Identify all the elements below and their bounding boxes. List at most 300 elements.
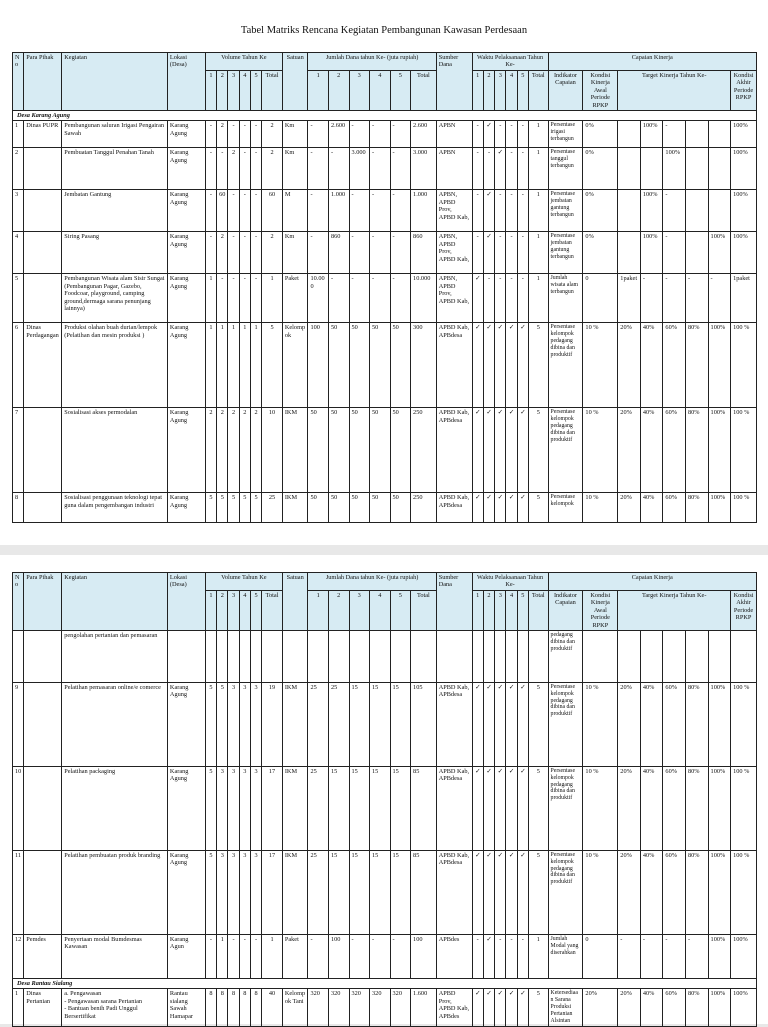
cell-waktu-4: -	[506, 121, 517, 148]
cell-vol-total	[262, 630, 283, 682]
cell-kondisi-akhir: 100%	[731, 934, 757, 978]
cell-vol-3: 8	[228, 989, 239, 1026]
cell-dana-4: 15	[370, 766, 391, 850]
header-para-pihak: Para Pihak	[24, 573, 62, 631]
matrix-table-page-2	[12, 572, 757, 1027]
cell-no: 12	[13, 934, 24, 978]
cell-dana-2: 50	[328, 493, 349, 523]
cell-sumber-dana: APBD Kab, APBdesa	[436, 766, 472, 850]
cell-target-3	[663, 630, 686, 682]
cell-waktu-1: -	[472, 190, 483, 232]
cell-target-3: 60%	[663, 493, 686, 523]
cell-vol-3: 3	[228, 766, 239, 850]
cell-dana-5: -	[390, 190, 411, 232]
cell-indikator: Persentase kelompok pedagang dibina dan produktif	[548, 766, 583, 850]
cell-dana-total: 1.600	[411, 989, 437, 1026]
cell-dana-4: 50	[370, 493, 391, 523]
cell-kondisi-akhir: 100%	[731, 148, 757, 190]
cell-dana-1: 25	[308, 682, 329, 766]
cell-indikator: Persentase kelompok pedagang dibina dan produktif	[548, 682, 583, 766]
cell-dana-total: 2.600	[411, 121, 437, 148]
cell-vol-2: 3	[217, 766, 228, 850]
cell-dana-5: -	[390, 148, 411, 190]
cell-dana-5: -	[390, 121, 411, 148]
header-vol-total: Total	[262, 590, 283, 630]
cell-target-4: 80%	[685, 850, 708, 934]
cell-vol-4: 2	[239, 408, 250, 493]
cell-dana-3: 50	[349, 323, 370, 408]
cell-vol-2: 2	[217, 408, 228, 493]
cell-dana-3: 15	[349, 766, 370, 850]
cell-vol-total: 5	[262, 323, 283, 408]
cell-waktu-3: ✓	[495, 850, 506, 934]
header-vol-year-2: 2	[217, 70, 228, 110]
header-lokasi: Lokasi (Desa)	[167, 573, 205, 631]
cell-dana-1: 25	[308, 850, 329, 934]
cell-target-1: 20%	[618, 493, 641, 523]
cell-target-1: 1paket	[618, 274, 641, 323]
cell-dana-5: 50	[390, 493, 411, 523]
header-lokasi: Lokasi (Desa)	[167, 53, 205, 111]
cell-target-5: 100%	[708, 493, 731, 523]
cell-no: 9	[13, 682, 24, 766]
cell-dana-2: -	[328, 274, 349, 323]
cell-vol-5	[250, 630, 261, 682]
cell-kegiatan: Pembangunan Wisata alam Sisir Sungai (Pembangunan Pagar, Gazebo, Foodcoar, playground, camping ground,dermaga sarana penunjang lainnya)	[62, 274, 168, 323]
cell-waktu-2: ✓	[483, 766, 494, 850]
cell-para-pihak	[24, 850, 62, 934]
cell-waktu-1: -	[472, 232, 483, 274]
cell-target-1: 20%	[618, 682, 641, 766]
cell-para-pihak	[24, 274, 62, 323]
table-row	[13, 121, 757, 148]
cell-target-3: 60%	[663, 323, 686, 408]
header-sumber-dana: Sumber Dana	[436, 53, 472, 111]
cell-waktu-5: ✓	[517, 323, 528, 408]
cell-kegiatan: Pelatihan packaging	[62, 766, 168, 850]
cell-waktu-total: 1	[528, 232, 548, 274]
cell-vol-2: 2	[217, 232, 228, 274]
cell-target-5: 100%	[708, 934, 731, 978]
cell-no: 1	[13, 989, 24, 1026]
cell-waktu-5: -	[517, 121, 528, 148]
cell-waktu-1: ✓	[472, 766, 483, 850]
cell-lokasi	[167, 630, 205, 682]
cell-vol-1: 5	[205, 493, 216, 523]
cell-kondisi-akhir: 100%	[731, 190, 757, 232]
cell-target-4: 80%	[685, 408, 708, 493]
cell-vol-total: 17	[262, 766, 283, 850]
cell-dana-3	[349, 630, 370, 682]
header-vol-year-4: 4	[239, 70, 250, 110]
cell-waktu-5: -	[517, 274, 528, 323]
cell-para-pihak	[24, 408, 62, 493]
cell-vol-3: -	[228, 934, 239, 978]
cell-waktu-4: ✓	[506, 408, 517, 493]
cell-kegiatan: Produksi olahan buah durian/lempok (Pelatihan dan mesin produksi )	[62, 323, 168, 408]
header-waktu-year-1: 1	[472, 70, 483, 110]
cell-waktu-5: ✓	[517, 408, 528, 493]
cell-waktu-4: -	[506, 148, 517, 190]
cell-waktu-3: -	[495, 232, 506, 274]
header-dana-year-1: 1	[308, 590, 329, 630]
cell-dana-total: 3.000	[411, 148, 437, 190]
cell-vol-1: -	[205, 934, 216, 978]
cell-lokasi: Karang Agung	[167, 408, 205, 493]
cell-dana-5: 50	[390, 408, 411, 493]
header-satuan: Satuan	[282, 573, 308, 631]
cell-waktu-2: -	[483, 148, 494, 190]
cell-dana-2: 15	[328, 766, 349, 850]
cell-vol-2: 1	[217, 323, 228, 408]
header-dana-year-5: 5	[390, 70, 411, 110]
cell-vol-1: -	[205, 232, 216, 274]
cell-dana-2: 320	[328, 989, 349, 1026]
cell-vol-2: 60	[217, 190, 228, 232]
cell-target-2: -	[640, 274, 663, 323]
cell-vol-total: 17	[262, 850, 283, 934]
cell-target-5: 100%	[708, 989, 731, 1026]
cell-dana-2: 15	[328, 850, 349, 934]
cell-dana-4: -	[370, 274, 391, 323]
cell-vol-1: 5	[205, 850, 216, 934]
cell-vol-1: -	[205, 148, 216, 190]
cell-dana-5: 50	[390, 323, 411, 408]
header-kondisi-awal: Kondisi Kinerja Awal Periode RPKP	[583, 590, 618, 630]
matrix-table-page-1	[12, 52, 757, 523]
cell-satuan: Paket	[282, 274, 308, 323]
cell-waktu-1: ✓	[472, 850, 483, 934]
cell-dana-2: 860	[328, 232, 349, 274]
cell-satuan: IKM	[282, 493, 308, 523]
cell-target-3: -	[663, 121, 686, 148]
cell-vol-2: 8	[217, 989, 228, 1026]
header-target: Target Kinerja Tahun Ke-	[618, 590, 731, 630]
cell-dana-3: -	[349, 934, 370, 978]
cell-waktu-total: 1	[528, 934, 548, 978]
cell-waktu-4: -	[506, 190, 517, 232]
header-waktu-year-1: 1	[472, 590, 483, 630]
header-vol-year-2: 2	[217, 590, 228, 630]
cell-target-3: 60%	[663, 850, 686, 934]
cell-satuan	[282, 630, 308, 682]
cell-dana-3: 320	[349, 989, 370, 1026]
cell-waktu-1: -	[472, 148, 483, 190]
cell-target-4	[685, 121, 708, 148]
cell-kegiatan: Pelatihan pembuatan produk branding	[62, 850, 168, 934]
cell-dana-5: 320	[390, 989, 411, 1026]
cell-satuan: Kelompok Tani	[282, 989, 308, 1026]
cell-vol-4: -	[239, 190, 250, 232]
cell-kondisi-akhir: 100 %	[731, 323, 757, 408]
cell-target-1: 20%	[618, 850, 641, 934]
header-dana: Jumlah Dana tahun Ke- (juta rupiah)	[308, 573, 436, 591]
cell-vol-1: 5	[205, 682, 216, 766]
cell-target-4	[685, 148, 708, 190]
cell-no: 11	[13, 850, 24, 934]
cell-target-3: -	[663, 232, 686, 274]
cell-vol-4: 3	[239, 682, 250, 766]
cell-sumber-dana: APBD Kab, APBdesa	[436, 408, 472, 493]
cell-no	[13, 630, 24, 682]
cell-dana-2: 50	[328, 408, 349, 493]
cell-vol-3: 5	[228, 493, 239, 523]
cell-para-pihak: Pemdes	[24, 934, 62, 978]
cell-waktu-1: -	[472, 934, 483, 978]
cell-satuan: M	[282, 190, 308, 232]
table-row	[13, 493, 757, 523]
cell-satuan: IKM	[282, 766, 308, 850]
cell-lokasi: Karang Agung	[167, 190, 205, 232]
cell-vol-4: 8	[239, 989, 250, 1026]
cell-kondisi-awal: 10 %	[583, 408, 618, 493]
cell-target-2: 40%	[640, 766, 663, 850]
cell-lokasi: Karang Agung	[167, 148, 205, 190]
cell-waktu-2: ✓	[483, 121, 494, 148]
cell-satuan: Km	[282, 148, 308, 190]
header-kegiatan: Kegiatan	[62, 53, 168, 111]
cell-vol-5: -	[250, 232, 261, 274]
cell-kondisi-akhir: 100 %	[731, 408, 757, 493]
section-desa-rantau-sialang: Desa Rantau Sialang	[13, 978, 757, 988]
cell-target-5: -	[708, 274, 731, 323]
cell-waktu-2: ✓	[483, 934, 494, 978]
cell-waktu-total: 5	[528, 850, 548, 934]
header-indikator: Indikator Capaian	[548, 70, 583, 110]
cell-para-pihak	[24, 493, 62, 523]
header-dana-year-4: 4	[370, 70, 391, 110]
cell-waktu-4	[506, 630, 517, 682]
cell-target-5: 100%	[708, 408, 731, 493]
header-vol-year-1: 1	[205, 590, 216, 630]
cell-no: 6	[13, 323, 24, 408]
cell-vol-total: 10	[262, 408, 283, 493]
header-volume: Volume Tahun Ke	[205, 53, 282, 71]
cell-waktu-5: ✓	[517, 989, 528, 1026]
cell-waktu-1: ✓	[472, 408, 483, 493]
cell-sumber-dana: APBN, APBD Prov, APBD Kab,	[436, 232, 472, 274]
cell-kondisi-akhir	[731, 630, 757, 682]
cell-kondisi-akhir: 100 %	[731, 682, 757, 766]
cell-lokasi: Karang Agung	[167, 232, 205, 274]
cell-dana-total: 250	[411, 493, 437, 523]
cell-vol-total: 60	[262, 190, 283, 232]
cell-waktu-3: ✓	[495, 766, 506, 850]
section-desa-karang-agung: Desa Karang Agung	[13, 110, 757, 120]
cell-dana-4: 15	[370, 682, 391, 766]
cell-target-4: 80%	[685, 766, 708, 850]
cell-target-2: 40%	[640, 682, 663, 766]
cell-waktu-5: ✓	[517, 766, 528, 850]
cell-target-3: -	[663, 274, 686, 323]
cell-lokasi: Karang Agung	[167, 766, 205, 850]
cell-satuan: IKM	[282, 408, 308, 493]
header-target: Target Kinerja Tahun Ke-	[618, 70, 731, 110]
cell-waktu-5: -	[517, 934, 528, 978]
cell-sumber-dana: APBD Kab, APBdesa	[436, 850, 472, 934]
cell-vol-5: 8	[250, 989, 261, 1026]
cell-kondisi-awal: 10 %	[583, 850, 618, 934]
cell-target-3: -	[663, 190, 686, 232]
cell-target-2: 100%	[640, 232, 663, 274]
cell-waktu-5: -	[517, 148, 528, 190]
cell-sumber-dana: APBD Prov, APBD Kab, APBdes	[436, 989, 472, 1026]
cell-waktu-3	[495, 630, 506, 682]
cell-dana-1: -	[308, 934, 329, 978]
cell-sumber-dana: APBN, APBD Prov, APBD Kab,	[436, 190, 472, 232]
cell-kondisi-akhir: 100 %	[731, 493, 757, 523]
cell-waktu-3: ✓	[495, 493, 506, 523]
cell-target-1: -	[618, 934, 641, 978]
cell-vol-2	[217, 630, 228, 682]
cell-dana-3: 3.000	[349, 148, 370, 190]
table-row	[13, 766, 757, 850]
cell-kondisi-awal: 0%	[583, 190, 618, 232]
cell-vol-3: -	[228, 190, 239, 232]
cell-vol-2: 1	[217, 934, 228, 978]
cell-dana-3: 15	[349, 682, 370, 766]
cell-dana-3: 50	[349, 493, 370, 523]
cell-waktu-3: -	[495, 274, 506, 323]
cell-waktu-3: -	[495, 121, 506, 148]
cell-kondisi-awal: 10 %	[583, 493, 618, 523]
cell-dana-4: -	[370, 934, 391, 978]
cell-dana-3: -	[349, 121, 370, 148]
cell-waktu-3: ✓	[495, 148, 506, 190]
cell-dana-4: -	[370, 121, 391, 148]
cell-para-pihak	[24, 682, 62, 766]
cell-target-4: 80%	[685, 323, 708, 408]
cell-vol-total: 40	[262, 989, 283, 1026]
cell-dana-5: -	[390, 934, 411, 978]
cell-target-5: 100%	[708, 850, 731, 934]
cell-vol-2: 3	[217, 850, 228, 934]
cell-waktu-4: -	[506, 934, 517, 978]
cell-target-2	[640, 148, 663, 190]
cell-dana-total: 85	[411, 766, 437, 850]
cell-target-4: -	[685, 934, 708, 978]
cell-vol-5: -	[250, 190, 261, 232]
cell-dana-4: 320	[370, 989, 391, 1026]
cell-target-2: 40%	[640, 989, 663, 1026]
cell-lokasi: Karang Agung	[167, 493, 205, 523]
cell-kegiatan: Pembuatan Tanggul Penahan Tanah	[62, 148, 168, 190]
cell-dana-2: 2.600	[328, 121, 349, 148]
cell-satuan: Km	[282, 121, 308, 148]
cell-vol-5: 3	[250, 850, 261, 934]
cell-vol-5: 2	[250, 408, 261, 493]
cell-vol-1: 1	[205, 274, 216, 323]
cell-target-5	[708, 148, 731, 190]
header-dana-year-3: 3	[349, 70, 370, 110]
cell-no: 1	[13, 121, 24, 148]
table-row	[13, 232, 757, 274]
header-dana-total: Total	[411, 70, 437, 110]
cell-kegiatan: Sosialisasi akses permodalan	[62, 408, 168, 493]
cell-dana-2: 1.000	[328, 190, 349, 232]
cell-waktu-2: ✓	[483, 989, 494, 1026]
header-dana-year-3: 3	[349, 590, 370, 630]
cell-target-2: 40%	[640, 323, 663, 408]
cell-waktu-3: ✓	[495, 989, 506, 1026]
cell-waktu-5: -	[517, 232, 528, 274]
cell-target-1	[618, 232, 641, 274]
header-kondisi-akhir: Kondisi Akhir Periode RPKP	[731, 590, 757, 630]
header-kondisi-akhir: Kondisi Akhir Periode RPKP	[731, 70, 757, 110]
cell-indikator: Persentase jembatan gantung terbangun	[548, 190, 583, 232]
cell-target-5: 100%	[708, 682, 731, 766]
cell-dana-total: 10.000	[411, 274, 437, 323]
cell-waktu-4: -	[506, 232, 517, 274]
cell-vol-4: 1	[239, 323, 250, 408]
cell-target-5	[708, 121, 731, 148]
cell-dana-4: -	[370, 232, 391, 274]
cell-waktu-2: ✓	[483, 682, 494, 766]
cell-para-pihak: Dinas Perdagangan	[24, 323, 62, 408]
cell-kondisi-awal: 0%	[583, 121, 618, 148]
cell-dana-5: -	[390, 274, 411, 323]
cell-waktu-total: 5	[528, 766, 548, 850]
header-waktu-year-5: 5	[517, 70, 528, 110]
header-waktu-total: Total	[528, 590, 548, 630]
header-kondisi-awal: Kondisi Kinerja Awal Periode RPKP	[583, 70, 618, 110]
cell-target-2: 100%	[640, 121, 663, 148]
header-dana-total: Total	[411, 590, 437, 630]
cell-vol-4: -	[239, 274, 250, 323]
cell-dana-1: -	[308, 190, 329, 232]
cell-indikator: Persentase kelompok pedagang dibina dan produktif	[548, 408, 583, 493]
cell-no: 8	[13, 493, 24, 523]
cell-target-3: 60%	[663, 408, 686, 493]
document-page-2	[0, 555, 768, 1024]
cell-target-1	[618, 121, 641, 148]
cell-dana-2	[328, 630, 349, 682]
cell-lokasi: Karang Agun	[167, 934, 205, 978]
cell-para-pihak: Dinas PUPR	[24, 121, 62, 148]
cell-sumber-dana	[436, 630, 472, 682]
cell-vol-3: 1	[228, 323, 239, 408]
header-vol-year-3: 3	[228, 70, 239, 110]
cell-kondisi-awal	[583, 630, 618, 682]
cell-vol-5: 3	[250, 766, 261, 850]
cell-satuan: IKM	[282, 850, 308, 934]
cell-dana-2: 100	[328, 934, 349, 978]
cell-dana-3: -	[349, 232, 370, 274]
cell-waktu-4: ✓	[506, 766, 517, 850]
cell-vol-5: -	[250, 121, 261, 148]
cell-vol-1	[205, 630, 216, 682]
cell-kondisi-awal: 20%	[583, 989, 618, 1026]
cell-target-4	[685, 630, 708, 682]
cell-para-pihak: Dinas Pertanian	[24, 989, 62, 1026]
header-satuan: Satuan	[282, 53, 308, 111]
cell-para-pihak	[24, 766, 62, 850]
cell-dana-1	[308, 630, 329, 682]
cell-target-5: 100%	[708, 766, 731, 850]
cell-sumber-dana: APBdes	[436, 934, 472, 978]
cell-no: 3	[13, 190, 24, 232]
cell-dana-4: 50	[370, 323, 391, 408]
table-row	[13, 989, 757, 1026]
cell-vol-3: 2	[228, 408, 239, 493]
cell-kegiatan: Pembangunan saluran Irigasi Pengairan Sawah	[62, 121, 168, 148]
cell-satuan: Km	[282, 232, 308, 274]
cell-target-3: -	[663, 934, 686, 978]
cell-indikator: Persentase jembatan gantung terbangun	[548, 232, 583, 274]
header-waktu: Waktu Pelaksanaan Tahun Ke-	[472, 573, 548, 591]
cell-target-5	[708, 190, 731, 232]
cell-vol-total: 2	[262, 121, 283, 148]
